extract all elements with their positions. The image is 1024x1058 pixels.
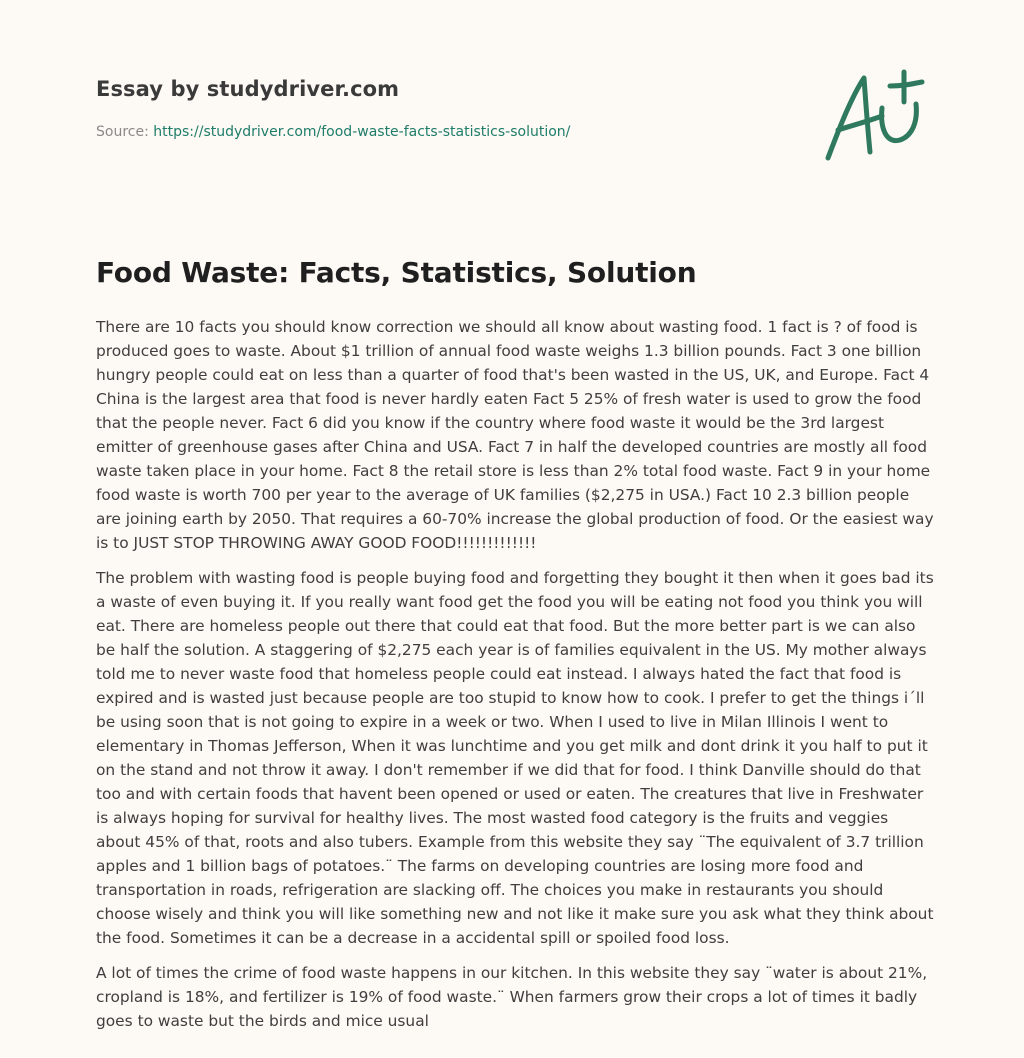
- a-plus-logo-icon: [820, 66, 930, 166]
- essay-paragraph: The problem with wasting food is people buying food and forgetting they bought it then when it goes bad its a waste of even buying it. If you really want food get the food you will be eating not food you think you will eat. There are homeless people out there that could eat that food. But the more better part is we can also be half the solution. A staggering of $2,275 each year is of families equivalent in the US. My mother always told me to never waste food that homeless people could eat instead. I always hated the fact that food is expired and is wasted just because people are too stupid to know how to cook. I prefer to get the things i´ll be using soon that is not going to expire in a week or two. When I used to live in Milan Illinois I went to elementary in Thomas Jefferson, When it was lunchtime and you get milk and dont drink it you half to put it on the stand and not throw it away. I don't remember if we did that for food. I think Danville should do that too and with certain foods that havent been opened or used or eaten. The creatures that live in Freshwater is always hoping for survival for healthy lives. The most wasted food category is the fruits and veggies about 45% of that, roots and also tubers. Example from this website they say ¨The equivalent of 3.7 trillion apples and 1 billion bags of potatoes.¨ The farms on developing countries are losing more food and transportation in roads, refrigeration are slacking off. The choices you make in restaurants you should choose wisely and think you will like something new and not like it make sure you ask what they think about the food. Sometimes it can be a decrease in a accidental spill or spoiled food loss.: [96, 569, 934, 947]
- essay-body: [96, 315, 934, 1044]
- source-line: [96, 124, 570, 140]
- essay-paragraph: There are 10 facts you should know correction we should all know about wasting food. 1 fact is ? of food is produced goes to waste. About $1 trillion of annual food waste weighs 1.3 billion pounds. Fact 3 one billion hungry people could eat on less than a quarter of food that's been wasted in the US, UK, and Europe. Fact 4 China is the largest area that food is never hardly eaten Fact 5 25% of fresh water is used to grow the food that the people never. Fact 6 did you know if the country where food waste it would be the 3rd largest emitter of greenhouse gases after China and USA. Fact 7 in half the developed countries are mostly all food waste taken place in your home. Fact 8 the retail store is less than 2% total food waste. Fact 9 in your home food waste is worth 700 per year to the average of UK families ($2,275 in USA.) Fact 10 2.3 billion people are joining earth by 2050. That requires a 60-70% increase the global production of food. Or the easiest way is to JUST STOP THROWING AWAY GOOD FOOD!!!!!!!!!!!!!: [96, 318, 934, 552]
- source-link[interactable]: https://studydriver.com/food-waste-facts-statistics-solution/: [153, 124, 571, 140]
- essay-title: Food Waste: Facts, Statistics, Solution: [96, 256, 697, 289]
- site-brand: Essay by studydriver.com: [96, 77, 400, 101]
- essay-paragraph: A lot of times the crime of food waste happens in our kitchen. In this website they say ¨water is about 21%, cropland is 18%, and fertilizer is 19% of food waste.¨ When farmers grow their crops a lot of times it badly goes to waste but the birds and mice usual: [96, 964, 928, 1030]
- source-label: Source:: [96, 124, 149, 140]
